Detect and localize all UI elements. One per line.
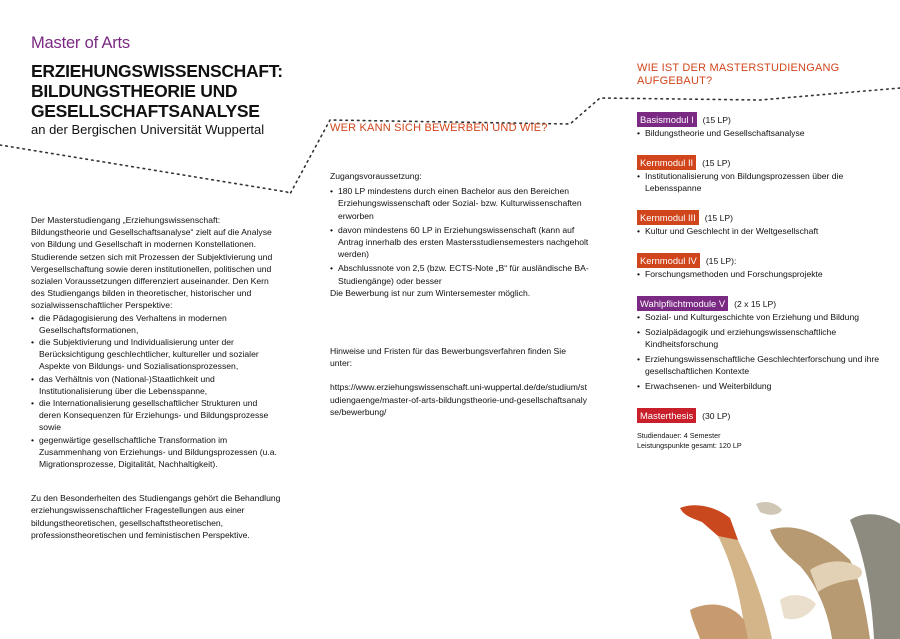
structure-column [637,112,887,451]
application-link[interactable]: https://www.erziehungswissenschaft.uni-wuppertal.de/de/studium/studiengaenge/master-of-arts-bildungstheorie-und-gesellschaftsanalyse/bewerbung/ [330,382,588,417]
module-badge: Wahlpflichtmodule V [637,296,728,311]
structure-heading-line: WIE IST DER MASTERSTUDIENGANG [637,62,840,74]
module-badge: Kernmodul III [637,210,699,225]
program-facts [637,431,887,451]
list-item: • die Internationalisierung gesellschaftlicher Strukturen und deren Konsequenzen für Erziehungs- und Bildungsprozesse sowie [31,397,281,434]
list-item: • Institutionalisierung von Bildungsprozessen über die Lebensspanne [637,170,887,194]
module-credits: (15 LP) [704,213,733,223]
module-badge: Kernmodul IV [637,253,700,268]
module-topics [637,225,887,237]
module-credits: (2 x 15 LP) [734,299,777,309]
study-duration: Studiendauer: 4 Semester [637,431,721,440]
requirement-label: Zugangsvoraussetzung: [330,171,422,181]
module-masterthesis [637,408,887,423]
application-hint: Hinweise und Fristen für das Bewerbungsverfahren finden Sie unter: [330,346,566,369]
module-credits: (30 LP) [702,411,731,421]
list-item: • Forschungsmethoden und Forschungsprojekte [637,268,887,280]
module-badge: Masterthesis [637,408,696,423]
list-item: • Sozial- und Kulturgeschichte von Erziehung und Bildung [637,311,887,323]
title-line: GESELLSCHAFTSANALYSE [31,101,260,121]
list-item: • das Verhältnis von (National-)Staatlichkeit und Institutionalisierung über die Lebensspanne, [31,373,281,397]
page-title [31,61,331,121]
title-line: ERZIEHUNGSWISSENSCHAFT: [31,61,283,81]
module-wahlpflicht-5 [637,296,887,392]
list-item: • Kultur und Geschlecht in der Weltgesellschaft [637,225,887,237]
module-topics [637,127,887,139]
intro-column [31,214,281,541]
list-item: • Bildungstheorie und Gesellschaftsanalyse [637,127,887,139]
intro-paragraph-special: Zu den Besonderheiten des Studiengangs gehört die Behandlung erziehungswissenschaftlicher Fragestellungen aus einer bildungstheoretischen, gesellschaftstheoretischen, professionstheoretischen und feministischen Perspektive. [31,493,281,540]
title-line: BILDUNGSTHEORIE UND [31,81,238,101]
list-item: • die Subjektivierung und Individualisierung unter der Berücksichtigung geschlechtlicher, kultureller und sozialer Aspekte von Bildungs- und Sozialisationsprozessen, [31,336,281,373]
semester-note: Die Bewerbung ist nur zum Wintersemester möglich. [330,287,531,298]
list-item: • Erwachsenen- und Weiterbildung [637,380,887,392]
module-credits: (15 LP): [705,256,737,266]
intro-paragraph: Der Masterstudiengang „Erziehungswissenschaft: Bildungstheorie und Gesellschaftsanalyse“ zielt auf die Analyse von Bildung und Gesellschaft in modernen Konstellationen. Studierende setzen sich mit Prozessen der Subjektivierung und Vergesellschaftung sowie deren institutionellen, politischen und sozialen Voraussetzungen differenziert auseinander. Den Kern des Studiengangs bilden in theoretischer, historischer und sozialwissenschaftlicher Perspektive: [31,215,273,311]
requirement-list [330,185,590,287]
structure-heading [637,62,839,88]
list-item: • Erziehungswissenschaftliche Geschlechterforschung und ihre gesellschaftlichen Kontexte [637,353,887,377]
module-kern-2 [637,155,887,194]
total-credits: Leistungspunkte gesamt: 120 LP [637,441,742,450]
module-kern-3 [637,210,887,237]
program-kicker: Master of Arts [31,34,130,52]
university-subtitle: an der Bergischen Universität Wuppertal [31,122,265,137]
module-topics [637,268,887,280]
list-item: • Abschlussnote von 2,5 (bzw. ECTS-Note „B“ für ausländische BA-Studiengänge) oder besser [330,262,590,286]
module-topics [637,170,887,194]
intro-bullet-list [31,312,281,471]
apply-column [330,170,590,418]
module-kern-4 [637,253,887,280]
list-item: • davon mindestens 60 LP in Erziehungswissenschaft (kann auf Antrag innerhalb des ersten Mastersstudiensemesters nachgeholt werden) [330,224,590,261]
module-credits: (15 LP) [702,115,731,125]
list-item: • gegenwärtige gesellschaftliche Transformation im Zusammenhang von Erziehungs- und Bildungsprozessen (u.a. Migrationsprozesse, Digitalität, Nachhaltigkeit). [31,434,281,471]
list-item: • Sozialpädagogik und erziehungswissenschaftliche Kindheitsforschung [637,326,887,350]
apply-heading: WER KANN SICH BEWERBEN UND WIE? [330,122,548,134]
module-credits: (15 LP) [702,158,731,168]
module-basis-1 [637,112,887,139]
illustration-shapes [680,502,900,639]
list-item: • die Pädagogisierung des Verhaltens in modernen Gesellschaftsformationen, [31,312,281,336]
module-topics [637,311,887,392]
module-badge: Basismodul I [637,112,697,127]
list-item: • 180 LP mindestens durch einen Bachelor aus den Bereichen Erziehungswissenschaft oder Sozial- bzw. Kulturwissenschaften erworben [330,185,590,222]
decorative-legs-illustration [660,500,900,639]
module-badge: Kernmodul II [637,155,696,170]
structure-heading-line: AUFGEBAUT? [637,75,713,87]
